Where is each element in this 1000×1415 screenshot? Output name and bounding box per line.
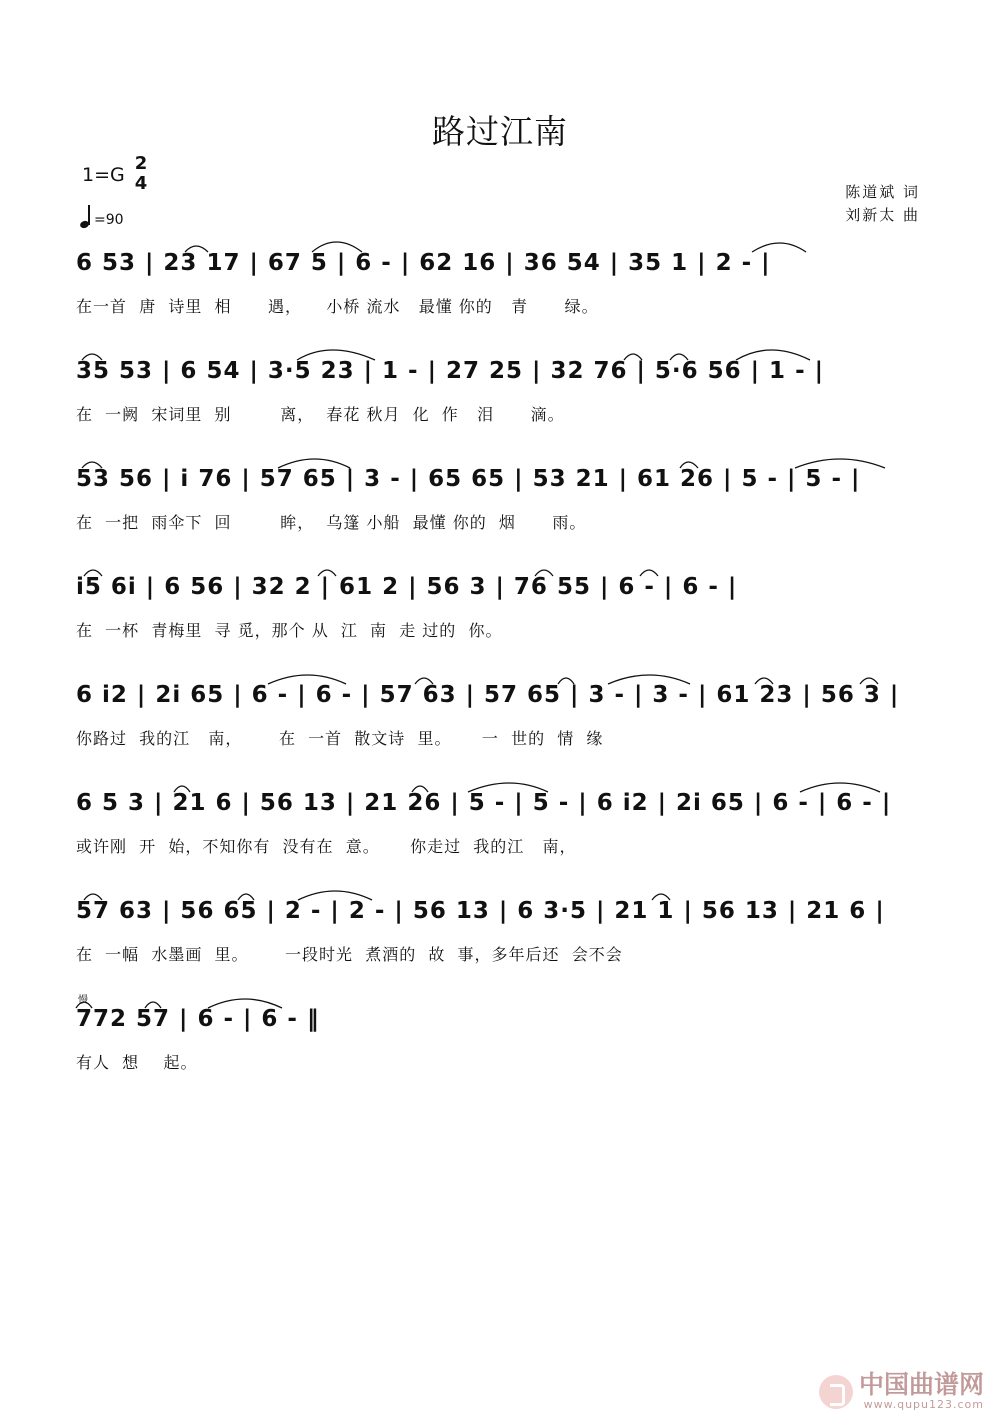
lyrics-line-4: 在 一杯 青梅里 寻 觅，那个 从 江 南 走 过的 你。 bbox=[76, 621, 503, 640]
lyricist-credit: 陈道斌 词 bbox=[845, 183, 920, 201]
lyrics-line-5: 你路过 我的江 南， 在 一首 散文诗 里。 一 世的 情 缘 bbox=[76, 729, 604, 748]
notes-line-3: 53 56 | i 76 | 57 65 | 3 - | 65 65 | 53 21 | 61 26 | 5 - | 5 - | bbox=[76, 466, 861, 492]
lyrics-line-7: 在 一幅 水墨画 里。 一段时光 煮酒的 故 事，多年后还 会不会 bbox=[76, 945, 623, 964]
tempo-marking bbox=[80, 204, 124, 228]
lyrics-line-6: 或许刚 开 始，不知你有 没有在 意。 你走过 我的江 南， bbox=[76, 837, 577, 856]
lyrics-line-2: 在 一阙 宋词里 别 离， 春花 秋月 化 作 泪 滴。 bbox=[76, 405, 565, 424]
notes-line-1: 6 53 | 23 17 | 67 5 | 6 - | 62 16 | 36 54 | 35 1 | 2 - | bbox=[76, 250, 771, 276]
credits bbox=[845, 181, 920, 227]
notes-line-5: 6 i2 | 2i 65 | 6 - | 6 - | 57 63 | 57 65 | 3 - | 3 - | 61 23 | 56 3 | bbox=[76, 682, 900, 708]
watermark-logo-icon bbox=[819, 1375, 853, 1409]
lyrics-line-3: 在 一把 雨伞下 回 眸， 乌篷 小船 最懂 你的 烟 雨。 bbox=[76, 513, 587, 532]
score-title: 路过江南 bbox=[432, 112, 568, 151]
lyrics-line-1: 在一首 唐 诗里 相 遇， 小桥 流水 最懂 你的 青 绿。 bbox=[76, 297, 599, 316]
notes-line-4: i5 6i | 6 56 | 32 2 | 61 2 | 56 3 | 76 55 | 6 - | 6 - | bbox=[76, 574, 738, 600]
lyrics-line-8: 有人 想 起。 bbox=[76, 1053, 198, 1072]
notes-line-7: 57 63 | 56 65 | 2 - | 2 - | 56 13 | 6 3·5 | 21 1 | 56 13 | 21 6 | bbox=[76, 898, 885, 924]
time-signature-bottom: 4 bbox=[134, 173, 148, 194]
tempo-value: =90 bbox=[94, 212, 124, 228]
slow-marking: 慢 bbox=[78, 995, 88, 1006]
notes-line-8: 772 57 | 6 - | 6 - ‖ bbox=[76, 1006, 320, 1032]
composer-credit: 刘新太 曲 bbox=[845, 206, 920, 224]
notes-line-2: 35 53 | 6 54 | 3·5 23 | 1 - | 27 25 | 32 76 | 5·6 56 | 1 - | bbox=[76, 358, 825, 384]
key-signature: 1=G bbox=[82, 164, 125, 186]
watermark-text: 中国曲谱网 bbox=[858, 1370, 984, 1399]
time-signature-top: 2 bbox=[134, 153, 148, 174]
quarter-note-icon bbox=[80, 204, 92, 228]
watermark bbox=[819, 1372, 984, 1411]
time-signature bbox=[132, 154, 150, 194]
watermark-url: www.qupu123.com bbox=[863, 1398, 984, 1411]
notes-line-6: 6 5 3 | 21 6 | 56 13 | 21 26 | 5 - | 5 - | 6 i2 | 2i 65 | 6 - | 6 - | bbox=[76, 790, 892, 816]
